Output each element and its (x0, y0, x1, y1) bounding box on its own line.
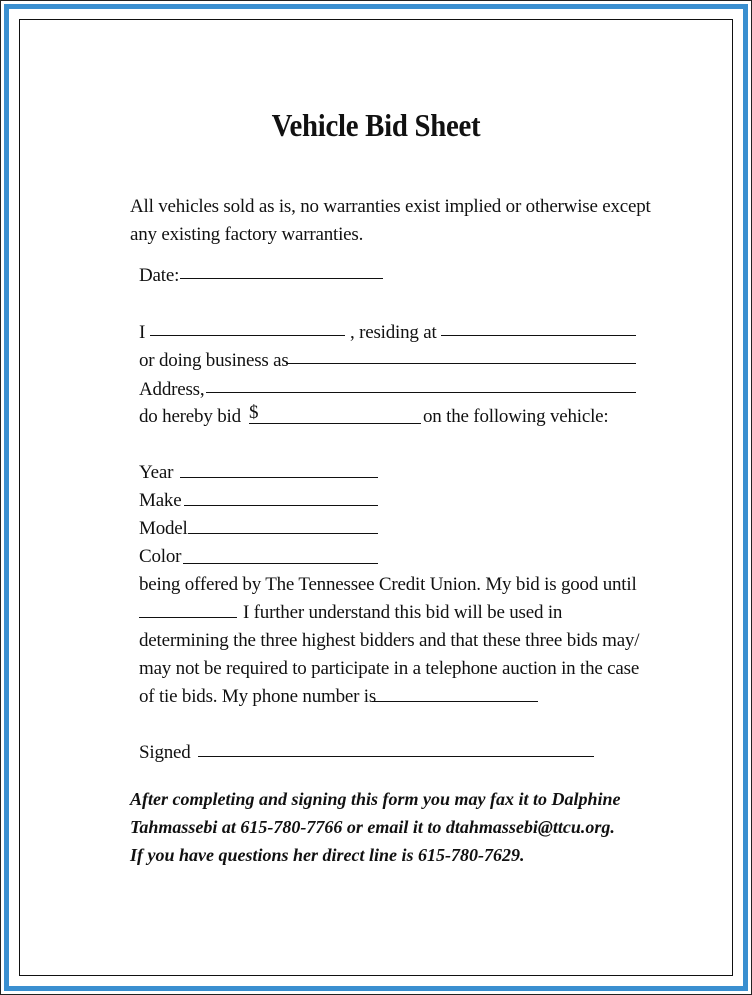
date-label: Date: (139, 265, 180, 286)
dba-field[interactable] (286, 363, 636, 364)
model-label: Model (139, 518, 188, 539)
footer-line-3: If you have questions her direct line is 615-780-7629. (130, 845, 525, 865)
footer-line-2: Tahmassebi at 615-780-7766 or email it to dtahmassebi@ttcu.org. (130, 817, 615, 837)
paragraph-line-4: may not be required to participate in a telephone auction in the case (139, 658, 640, 679)
valid-until-field[interactable] (139, 617, 237, 618)
color-label: Color (139, 546, 182, 567)
color-field[interactable] (183, 563, 378, 564)
model-field[interactable] (188, 533, 378, 534)
signature-field[interactable] (198, 756, 594, 757)
make-field[interactable] (184, 505, 378, 506)
footer-line-1: After completing and signing this form you may fax it to Dalphine (130, 789, 621, 809)
date-field[interactable] (180, 278, 383, 279)
paragraph-line-3: determining the three highest bidders and that these three bids may/ (139, 630, 640, 651)
address-label: Address, (139, 379, 205, 400)
paragraph-line-2: I further understand this bid will be used in (243, 602, 563, 623)
paragraph-line-1: being offered by The Tennessee Credit Union. My bid is good until (139, 574, 637, 595)
phone-field[interactable] (372, 701, 538, 702)
name-field[interactable] (150, 335, 345, 336)
make-label: Make (139, 490, 182, 511)
disclaimer-line-2: any existing factory warranties. (130, 224, 364, 245)
bid-amount-field[interactable] (249, 423, 421, 424)
residence-field[interactable] (441, 335, 636, 336)
year-field[interactable] (180, 477, 378, 478)
paragraph-line-5: of tie bids. My phone number is (139, 686, 377, 707)
blue-frame (4, 4, 748, 991)
dollar-sign: $ (249, 402, 259, 423)
address-field[interactable] (206, 392, 636, 393)
signed-label: Signed (139, 742, 191, 763)
dba-label: or doing business as (139, 350, 289, 371)
page-title: Vehicle Bid Sheet (271, 107, 481, 143)
year-label: Year (139, 462, 174, 483)
name-label: I (139, 322, 146, 343)
residing-label: , residing at (350, 322, 437, 343)
disclaimer-line-1: All vehicles sold as is, no warranties exist implied or otherwise except (130, 196, 651, 217)
vehicle-label: on the following vehicle: (423, 406, 609, 427)
bid-label: do hereby bid (139, 406, 241, 427)
